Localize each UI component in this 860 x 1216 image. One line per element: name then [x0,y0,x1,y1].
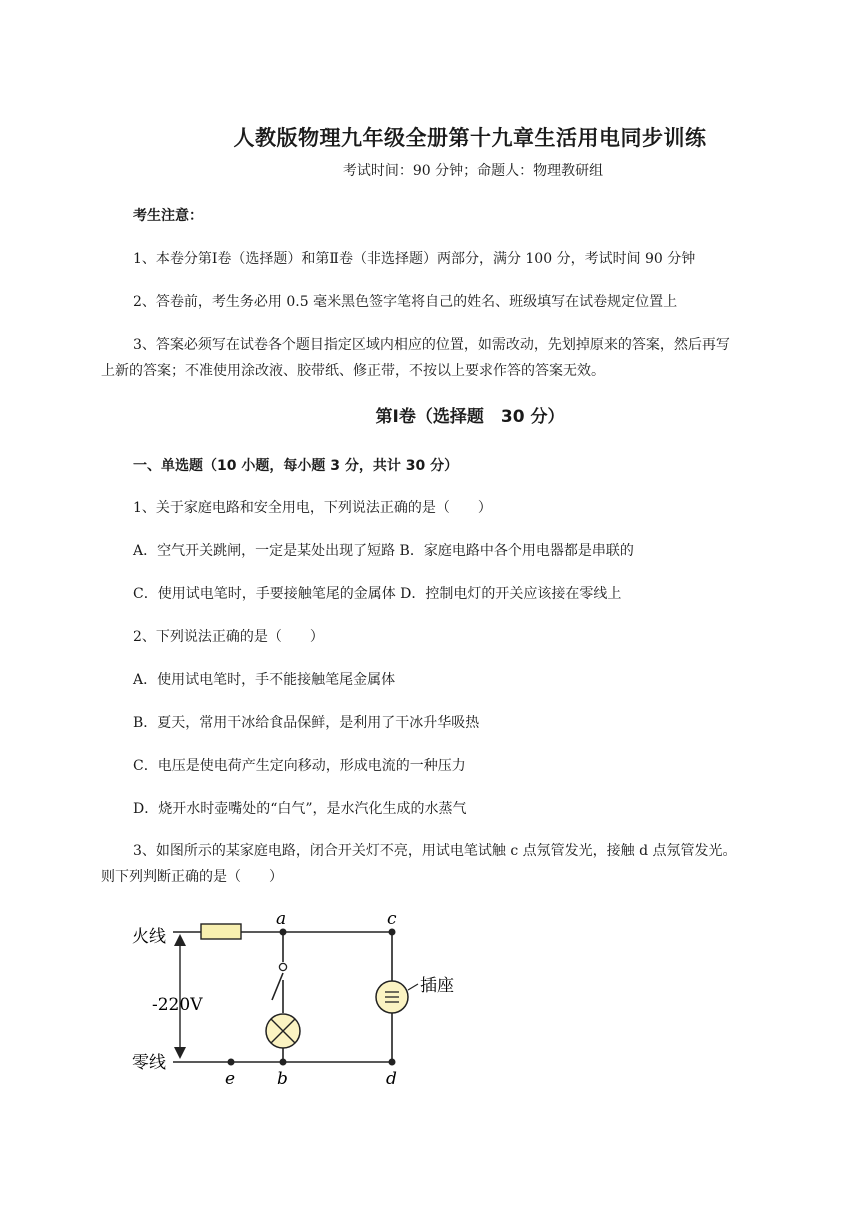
question-2-option-b: B．夏天，常用干冰给食品保鲜，是利用了干冰升华吸热 [133,715,480,731]
question-1-options-row-2: C．使用试电笔时，手要接触笔尾的金属体 D．控制电灯的开关应该接在零线上 [133,586,622,602]
junction-b [280,1059,287,1066]
question-2-stem: 2、下列说法正确的是（ ） [133,629,324,645]
question-2-option-a: A．使用试电笔时，手不能接触笔尾金属体 [133,672,396,688]
socket-label: 插座 [420,976,454,996]
circuit-diagram [0,900,500,1100]
point-c-label: c [387,909,397,929]
voltage-arrow-up-icon [174,934,186,946]
junction-c [389,929,396,936]
notice-heading: 考生注意： [133,208,203,224]
question-1-stem: 1、关于家庭电路和安全用电，下列说法正确的是（ ） [133,500,492,516]
page-title: 人教版物理九年级全册第十九章生活用电同步训练 [233,126,707,150]
voltage-label: -220V [152,995,203,1015]
switch-blade [272,973,283,1000]
question-2-option-c: C．电压是使电荷产生定向移动，形成电流的一种压力 [133,758,466,774]
exam-subtitle: 考试时间：90 分钟；命题人：物理教研组 [342,163,604,179]
junction-a [280,929,287,936]
switch-contact [279,963,286,970]
notice-item-2: 2、答卷前，考生务必用 0.5 毫米黑色签字笔将自己的姓名、班级填写在试卷规定位置上 [133,294,678,310]
notice-item-1: 1、本卷分第Ⅰ卷（选择题）和第Ⅱ卷（非选择题）两部分，满分 100 分，考试时间 90 分钟 [133,251,696,267]
point-d-label: d [386,1069,397,1089]
notice-item-3-cont: 上新的答案；不准使用涂改液、胶带纸、修正带，不按以上要求作答的答案无效。 [101,363,605,379]
point-a-label: a [276,909,287,929]
notice-item-3: 3、答案必须写在试卷各个题目指定区域内相应的位置，如需改动，先划掉原来的答案，然后再写 [133,337,730,353]
question-3-stem-cont: 则下列判断正确的是（ ） [101,869,283,885]
point-e-label: e [225,1069,236,1089]
socket-label-leader [408,984,418,990]
voltage-arrow-down-icon [174,1047,186,1059]
junction-e [228,1059,235,1066]
question-3-stem: 3、如图所示的某家庭电路，闭合开关灯不亮，用试电笔试触 c 点氖管发光，接触 d 点氖管发光。 [133,843,737,859]
fuse [201,924,241,939]
section-title: 第Ⅰ卷（选择题 30 分） [375,407,565,427]
neutral-wire-label: 零线 [132,1053,166,1073]
live-wire-label: 火线 [132,927,166,947]
part-heading: 一、单选题（10 小题，每小题 3 分，共计 30 分） [133,458,459,474]
question-2-option-d: D．烧开水时壶嘴处的“白气”，是水汽化生成的水蒸气 [133,801,467,817]
question-1-options-row-1: A．空气开关跳闸，一定是某处出现了短路 B．家庭电路中各个用电器都是串联的 [133,543,634,559]
point-b-label: b [277,1069,288,1089]
junction-d [389,1059,396,1066]
